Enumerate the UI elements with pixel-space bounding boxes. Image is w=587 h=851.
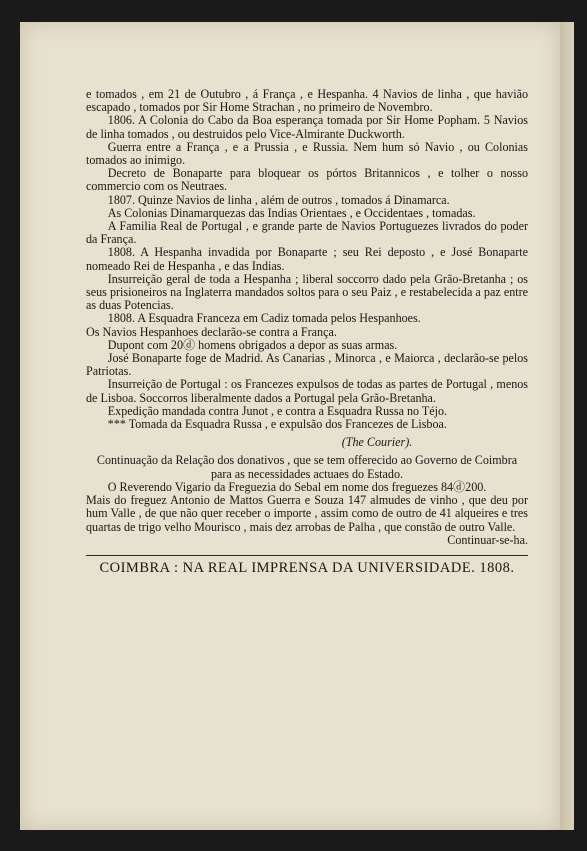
page-text bbox=[86, 88, 528, 575]
text-paragraph: 1806. A Colonia do Cabo da Boa esperança tomada por Sir Home Popham. 5 Navios de linha tomados , ou destruidos pelo Vice-Almirante Duckworth. bbox=[86, 113, 528, 141]
page-edge bbox=[560, 22, 574, 830]
text-paragraph: As Colonias Dinamarquezas das Indias Orientaes , e Occidentaes , tomadas. bbox=[107, 205, 476, 220]
text-paragraph: Dupont com 20ⓓ homens obrigados a depor as suas armas. bbox=[107, 337, 398, 352]
body-lines bbox=[86, 88, 528, 547]
text-paragraph: Insurreição de Portugal : os Francezes expulsos de todas as partes de Portugal , menos de Lisboa. Soccorros liberalmente dados a Portugal pela Grão-Bretanha. bbox=[86, 377, 528, 405]
text-paragraph: Decreto de Bonaparte para bloquear os pórtos Britannicos , e tolher o nosso commercio com os Neutraes. bbox=[86, 166, 528, 194]
text-paragraph: Continuar-se-ha. bbox=[447, 532, 528, 547]
text-paragraph: Os Navios Hespanhoes declarão-se contra a França. bbox=[86, 324, 337, 339]
text-paragraph: Expedição mandada contra Junot , e contra a Esquadra Russa no Téjo. bbox=[107, 403, 448, 418]
text-paragraph: 1808. A Hespanha invadida por Bonaparte ; seu Rei deposto , e José Bonaparte nomeado Rei de Hespanha , e das Indias. bbox=[86, 245, 528, 273]
text-paragraph: 1807. Quinze Navios de linha , além de outros , tomados á Dinamarca. bbox=[107, 192, 450, 207]
text-paragraph: (The Courier). bbox=[341, 435, 413, 450]
text-paragraph: José Bonaparte foge de Madrid. As Canarias , Minorca , e Maiorca , declarão-se pelos Patriotas. bbox=[86, 351, 528, 379]
text-paragraph: e tomados , em 21 de Outubro , á França , e Hespanha. 4 Navios de linha , que havião escapado , tomados por Sir Home Strachan , no primeiro de Novembro. bbox=[86, 87, 528, 115]
text-paragraph: Continuação da Relação dos donativos , que se tem offerecido ao Governo de Coimbra para as necessidades actuaes do Estado. bbox=[96, 453, 518, 481]
text-paragraph: A Familia Real de Portugal , e grande parte de Navios Portuguezes livrados do poder da França. bbox=[86, 219, 528, 247]
text-paragraph: 1808. A Esquadra Franceza em Cadiz tomada pelos Hespanhoes. bbox=[107, 311, 421, 326]
text-paragraph: O Reverendo Vigario da Freguezia do Sebal em nome dos freguezes 84ⓓ200. bbox=[107, 479, 487, 494]
separator-line bbox=[86, 555, 528, 556]
imprint-line: COIMBRA : NA REAL IMPRENSA DA UNIVERSIDADE. 1808. bbox=[99, 559, 515, 576]
text-paragraph: Insurreição geral de toda a Hespanha ; liberal soccorro dado pela Grão-Bretanha ; os seus prisioneiros na Inglaterra mandados soltos para o seu Paiz , e restabelecida a paz entre as duas Potencias. bbox=[86, 271, 528, 313]
text-paragraph: *** Tomada da Esquadra Russa , e expulsão dos Francezes de Lisboa. bbox=[107, 417, 447, 432]
text-paragraph: Guerra entre a França , e a Prussia , e Russia. Nem hum só Navio , ou Colonias tomados ao inimigo. bbox=[86, 139, 528, 168]
text-paragraph: Mais do freguez Antonio de Mattos Guerra e Souza 147 almudes de vinho , que deu por hum Valle , de que não quer receber o importe , assim como de outro de 41 alqueires e tres quartas de trigo velho Mourisco , mais dez arrobas de Palha , que constão de outro Valle. bbox=[86, 493, 528, 534]
